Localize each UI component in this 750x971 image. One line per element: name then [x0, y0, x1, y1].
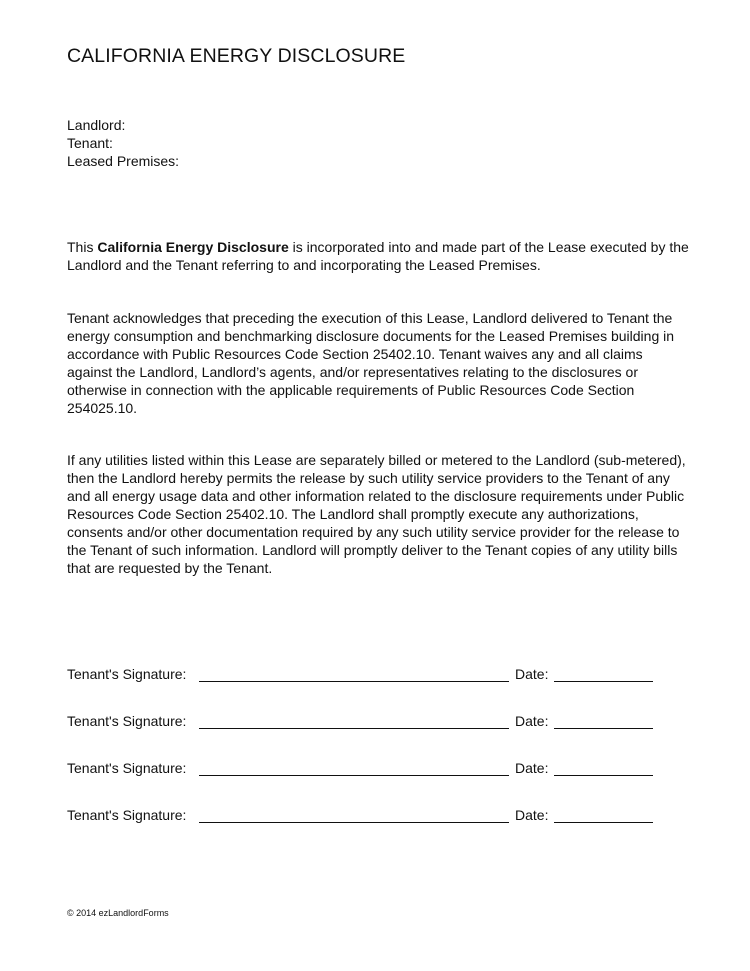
paragraph1-lead: This [67, 239, 98, 255]
date-line[interactable] [554, 775, 653, 776]
date-label: Date: [515, 807, 549, 823]
date-label: Date: [515, 760, 549, 776]
date-line[interactable] [554, 728, 653, 729]
signature-line[interactable] [199, 775, 509, 776]
signature-label: Tenant's Signature: [67, 713, 187, 729]
paragraph1-bold: California Energy Disclosure [97, 239, 289, 255]
date-line[interactable] [554, 681, 653, 682]
utilities-paragraph: If any utilities listed within this Lease are separately billed or metered to the Landlord (sub-metered), then the Landlord hereby permits the release by such utility service providers to the Tenant of any and all energy usage data and other information related to the disclosure requirements under Public Resources Code Section 25402.10. The Landlord shall promptly execute any authorizations, consents and/or other documentation required by any such utility service provider for the release to the Tenant of such information. Landlord will promptly deliver to the Tenant copies of any utility bills that are requested by the Tenant. [67, 452, 686, 576]
signature-label: Tenant's Signature: [67, 666, 187, 682]
paragraph1-rest: is incorporated into and made part of the Lease executed by the Landlord and the Tenant referring to and incorporating the Leased Premises. [67, 239, 689, 273]
leased-premises-label: Leased Premises: [67, 153, 180, 169]
parties-block [67, 116, 179, 170]
signature-line[interactable] [199, 681, 509, 682]
signature-line[interactable] [199, 822, 509, 823]
signature-label: Tenant's Signature: [67, 760, 187, 776]
copyright-footer: © 2014 ezLandlordForms [67, 908, 169, 918]
incorporation-paragraph [67, 238, 689, 274]
signature-label: Tenant's Signature: [67, 807, 187, 823]
acknowledgement-paragraph: Tenant acknowledges that preceding the execution of this Lease, Landlord delivered to Tenant the energy consumption and benchmarking disclosure documents for the Leased Premises building in accordance with Public Resources Code Section 25402.10. Tenant waives any and all claims against the Landlord, Landlord’s agents, and/or representatives relating to the disclosures or otherwise in connection with the applicable requirements of Public Resources Code Section 254025.10. [67, 310, 675, 416]
landlord-label: Landlord: [67, 117, 126, 133]
date-label: Date: [515, 713, 549, 729]
document-title: CALIFORNIA ENERGY DISCLOSURE [67, 45, 406, 67]
date-label: Date: [515, 666, 549, 682]
date-line[interactable] [554, 822, 653, 823]
signature-line[interactable] [199, 728, 509, 729]
tenant-label: Tenant: [67, 135, 113, 151]
